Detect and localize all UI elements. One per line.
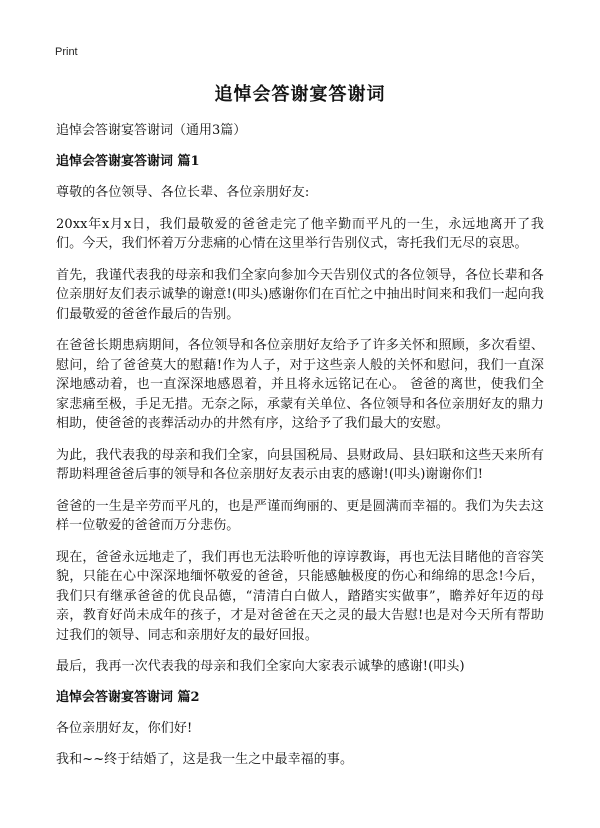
document-title: 追悼会答谢宴答谢词: [214, 84, 386, 105]
salutation: 尊敬的各位领导、各位长辈、各位亲朋好友:: [56, 185, 310, 200]
paragraph: 为此，我代表我的母亲和我们全家，向县国税局、县财政局、县妇联和这些天来所有帮助料理爸爸后事的领导和各位亲朋好友表示由衷的感谢!(叩头)谢谢你们!: [56, 447, 544, 482]
paragraph: 20xx年x月x日，我们最敬爱的爸爸走完了他辛勤而平凡的一生，永远地离开了我们。今天，我们怀着万分悲痛的心情在这里举行告别仪式，寄托我们无尽的哀思。: [56, 216, 544, 251]
paragraph: 现在，爸爸永远地走了，我们再也无法聆听他的谆谆教诲，再也无法目睹他的音容笑貌，只能在心中深深地缅怀敬爱的爸爸，只能感触极度的伤心和绵绵的思念!今后，我们只有继承爸爸的优良品德，“清清白白做人，踏踏实实做事”，瞻养好年迈的母亲，教育好尚未成年的孩子，才是对爸爸在天之灵的最大告慰!也是对今天所有帮助过我们的领导、同志和亲朋好友的最好回报。: [56, 549, 544, 643]
document-subtitle: 追悼会答谢宴答谢词（通用3篇）: [56, 123, 247, 138]
section-2: [56, 689, 544, 770]
paragraph: 最后，我再一次代表我的母亲和我们全家向大家表示诚挚的感谢!(叩头): [56, 659, 465, 674]
print-link[interactable]: Print: [55, 46, 78, 58]
paragraph: 我和~~终于结婚了，这是我一生之中最幸福的事。: [56, 752, 354, 767]
paragraph: 爸爸的一生是辛劳而平凡的，也是严谨而绚丽的、更是圆满而幸福的。我们为失去这样一位敬爱的爸爸而万分悲伤。: [56, 498, 544, 533]
salutation: 各位亲朋好友，你们好!: [56, 720, 193, 736]
paragraph: 在爸爸长期患病期间，各位领导和各位亲朋好友给予了许多关怀和照顾，多次看望、慰问，给了爸爸莫大的慰藉!作为人子，对于这些亲人般的关怀和慰问，我们一直深深地感动着，也一直深深地感恩着，并且将永远铭记在心。 爸爸的离世，使我们全家悲痛至极，手足无措。无奈之际，承蒙有关单位、各位领导和各位亲朋好友的鼎力相助，使爸爸的丧葬活动办的井然有序，这给予了我们最大的安慰。: [56, 338, 544, 431]
section-1: [56, 153, 544, 677]
document-body: [56, 122, 544, 782]
paragraph: 首先，我谨代表我的母亲和我们全家向参加今天告别仪式的各位领导，各位长辈和各位亲朋好友们表示诚挚的谢意!(叩头)感谢你们在百忙之中抽出时间来和我们一起向我们最敬爱的爸爸作最后的告别。: [56, 267, 544, 322]
section-heading: 追悼会答谢宴答谢词 篇1: [56, 154, 200, 169]
section-heading: 追悼会答谢宴答谢词 篇2: [56, 689, 200, 705]
